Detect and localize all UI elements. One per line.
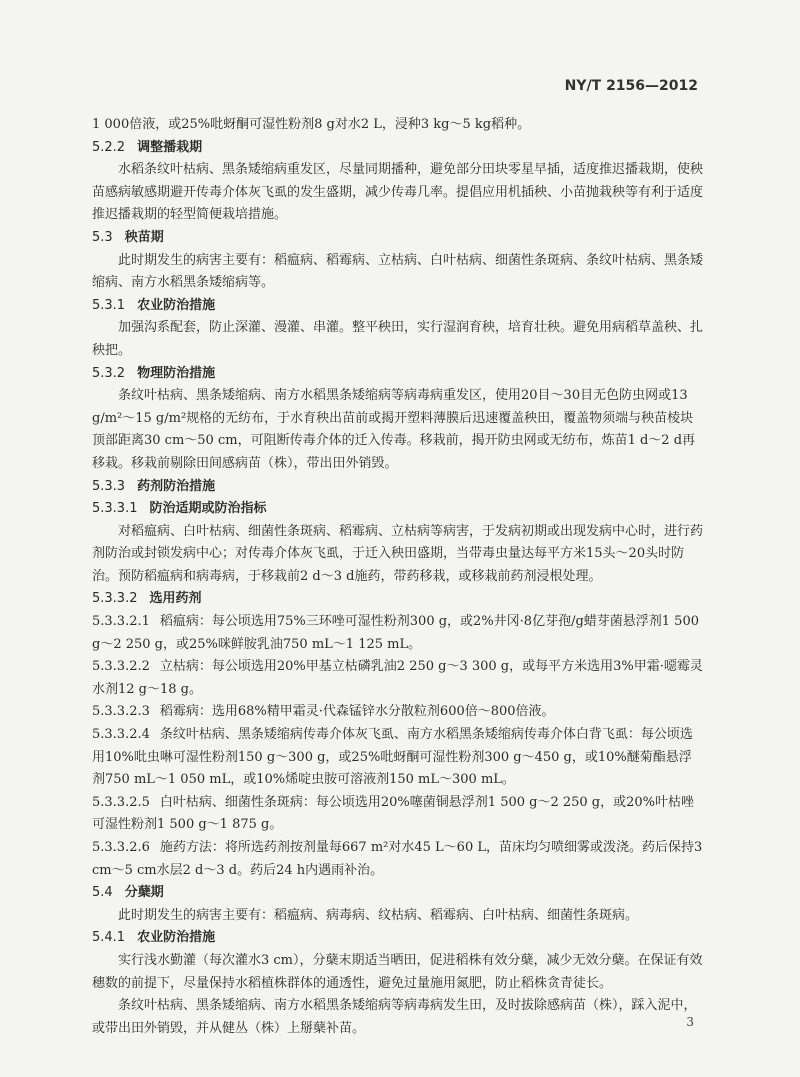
section-title: 防治适期或防治指标 xyxy=(149,501,267,517)
section-number: 5.3.3.1 xyxy=(92,501,138,517)
paragraph: 水稻条纹叶枯病、黑条矮缩病重发区，尽量同期播种，避免部分田块零星早插，适度推迟播栽期，使秧苗感病敏感期避开传毒介体灰飞虱的发生盛期，减少传毒几率。提倡应用机插秧、小苗抛栽秧等有利于适度推迟播栽期的轻型简便栽培措施。 xyxy=(92,162,704,223)
page-number: 3 xyxy=(686,1015,694,1029)
section-heading xyxy=(92,588,704,611)
text-line: 1 000倍液，或25%吡蚜酮可湿性粉剂8 g对水2 L，浸种3 kg～5 kg稻种。 xyxy=(92,117,531,132)
item-number: 5.3.3.2.4 xyxy=(92,727,150,743)
paragraph: 实行浅水勤灌（每次灌水3 cm），分蘖末期适当晒田，促进稻株有效分蘖，减少无效分蘖。在保证有效穗数的前提下，尽量保持水稻植株群体的通透性，避免过量施用氮肥，防止稻株贪青徒长。 xyxy=(92,952,703,991)
item-number: 5.3.3.2.2 xyxy=(92,659,150,675)
section-heading xyxy=(92,927,704,950)
item-number: 5.3.3.2.1 xyxy=(92,614,150,630)
paragraph: 此时期发生的病害主要有：稻瘟病、病毒病、纹枯病、稻霉病、白叶枯病、细菌性条斑病。 xyxy=(118,907,639,923)
item-text: 立枯病：每公顷选用20%甲基立枯磷乳油2 250 g～3 300 g，或每平方米选用3%甲霜·噁霉灵水剂12 g～18 g。 xyxy=(92,659,703,697)
item-number: 5.3.3.2.3 xyxy=(92,704,150,720)
paragraph: 加强沟系配套，防止深灌、漫灌、串灌。整平秧田，实行湿润育秧，培育壮秧。避免用病稻草盖秧、扎秧把。 xyxy=(92,320,704,358)
list-item xyxy=(92,656,704,701)
list-item xyxy=(92,792,704,837)
section-heading xyxy=(92,227,704,250)
item-text: 稻瘟病：每公顷选用75%三环唑可湿性粉剂300 g，或2%井冈·8亿芽孢/g蜡芽菌悬浮剂1 500 g～2 250 g，或25%咪鲜胺乳油750 mL～1 125 mL。 xyxy=(92,614,699,652)
item-number: 5.3.3.2.6 xyxy=(92,840,150,855)
section-number: 5.4.1 xyxy=(92,930,126,946)
section-title: 物理防治措施 xyxy=(137,365,216,381)
paragraph: 对稻瘟病、白叶枯病、细菌性条斑病、稻霉病、立枯病等病害，于发病初期或出现发病中心时，进行药剂防治或封锁发病中心；对传毒介体灰飞虱，于迁入秧田盛期，当带毒虫量达每平方米15头～20头时防治。预防稻瘟病和病毒病，于移栽前2 d～3 d施药，带药移栽，或移栽前药剂浸根处理。 xyxy=(92,523,704,584)
list-item xyxy=(92,611,704,656)
item-text: 稻霉病：选用68%精甲霜灵·代森锰锌水分散粒剂600倍～800倍液。 xyxy=(159,704,555,720)
section-number: 5.3.3.2 xyxy=(92,591,138,607)
section-title: 农业防治措施 xyxy=(137,930,216,946)
item-text: 条纹叶枯病、黑条矮缩病传毒介体灰飞虱、南方水稻黑条矮缩病传毒介体白背飞虱：每公顷选用10%吡虫啉可湿性粉剂150 g～300 g，或25%吡蚜酮可湿性粉剂300 g～450 g，或10%醚菊酯悬浮剂750 mL～1 050 mL，或10%烯啶虫胺可溶液剂150 mL～300 mL。 xyxy=(92,727,693,788)
standard-code: NY/T 2156—2012 xyxy=(564,78,698,94)
item-text: 施药方法：将所选药剂按剂量每667 m²对水45 L～60 L，苗床均匀喷细雾或泼浇。药后保持3 cm～5 cm水层2 d～3 d。药后24 h内遇雨补治。 xyxy=(92,840,703,878)
section-title: 药剂防治措施 xyxy=(137,478,216,494)
section-number: 5.2.2 xyxy=(92,139,126,155)
section-title: 调整播栽期 xyxy=(137,139,203,155)
section-title: 选用药剂 xyxy=(149,591,202,607)
section-number: 5.4 xyxy=(92,885,113,901)
section-heading xyxy=(92,476,704,499)
section-title: 分蘖期 xyxy=(124,885,164,901)
list-item xyxy=(92,837,704,882)
section-heading xyxy=(92,882,704,905)
paragraph: 条纹叶枯病、黑条矮缩病、南方水稻黑条矮缩病等病毒病发生田，及时拔除感病苗（株），踩入泥中，或带出田外销毁，并从健丛（株）上掰蘖补苗。 xyxy=(92,998,697,1036)
paragraph: 此时期发生的病害主要有：稻瘟病、稻霉病、立枯病、白叶枯病、细菌性条斑病、条纹叶枯病、黑条矮缩病、南方水稻黑条矮缩病等。 xyxy=(92,252,704,291)
list-item xyxy=(92,701,704,724)
section-number: 5.3.1 xyxy=(92,297,126,313)
section-heading xyxy=(92,363,704,386)
item-text: 白叶枯病、细菌性条斑病：每公顷选用20%噻菌铜悬浮剂1 500 g～2 250 g，或20%叶枯唑可湿性粉剂1 500 g～1 875 g。 xyxy=(92,794,695,833)
section-number: 5.3.3 xyxy=(92,478,126,494)
section-title: 农业防治措施 xyxy=(137,297,216,313)
list-item xyxy=(92,724,704,792)
item-number: 5.3.3.2.5 xyxy=(92,794,150,810)
document-body xyxy=(92,114,704,1040)
section-number: 5.3 xyxy=(92,229,113,245)
section-heading xyxy=(92,498,704,521)
section-number: 5.3.2 xyxy=(92,365,126,381)
section-heading xyxy=(92,137,704,160)
section-title: 秧苗期 xyxy=(124,229,164,245)
section-heading xyxy=(92,295,704,318)
paragraph: 条纹叶枯病、黑条矮缩病、南方水稻黑条矮缩病等病毒病重发区，使用20目～30目无色防虫网或13 g/m²～15 g/m²规格的无纺布，于水育秧出苗前或揭开塑料薄膜后迅速覆盖秧田，覆盖物须端与秧苗棱块顶部距离30 cm～50 cm，可阻断传毒介体的迁入传毒。移栽前，揭开防虫网或无纺布，炼苗1 d～2 d再移栽。移栽前剔除田间感病苗（株），带出田外销毁。 xyxy=(92,388,696,471)
